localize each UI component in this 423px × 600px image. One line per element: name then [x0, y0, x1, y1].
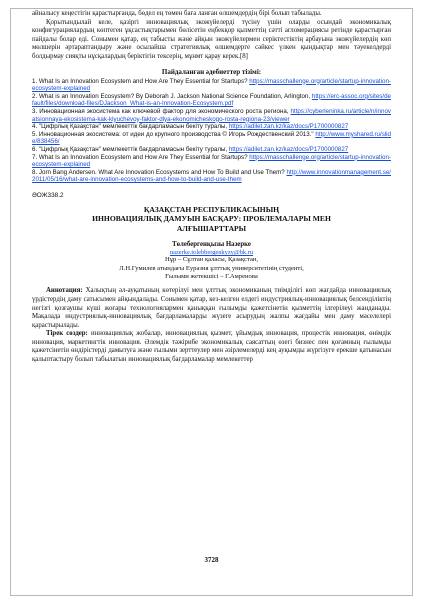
affiliation-line: Нұр – Сұлтан қаласы, Қазақстан, [164, 256, 259, 264]
author-email-link[interactable]: nazerke.tolebbergenkyzy@bk.ru [169, 249, 254, 257]
reference-link[interactable]: http://www.myshared.ru/slide/838456/ [32, 130, 391, 146]
references-title: Пайдаланған әдебиеттер тізімі: [161, 67, 262, 76]
reference-item: 6. "Цифрлық Қазақстан" мемлекеттік бағдарламасын бекіту туралы, https://adilet.zan.kz/kaz/docs/P1700000827 [32, 145, 349, 153]
reference-item: 2. What is an Innovation Ecosystem? By Deborah J. Jackson National Science Foundation, Arlington, https://erc-assoc.org/sites/default/files/download-files/DJackson_What-is-an-Innovation-Ecosystem.pdf [32, 92, 391, 108]
intro-paragraph-1: айналысу кеңестігін қарастырғанда, бөдел ең төмен баға ланған өлшемдердің бірі болып табылады. [32, 10, 322, 17]
abstract-label: Аннотация: [46, 287, 83, 295]
affiliation-line: Л.Н.Гумилев атындағы Еуразия ұлттық университетінің студенті, [119, 264, 304, 272]
page-number: 3728 [204, 556, 219, 564]
udc-code: ӘОЖ338.2 [32, 191, 64, 199]
reference-link[interactable]: https://masschallenge.org/article/startup-innovation-ecosystem-explained [32, 153, 391, 169]
reference-link[interactable]: https://erc-assoc.org/sites/default/files/download-files/DJackson_What-is-an-Innovation-Ecosystem.pdf [32, 92, 391, 108]
intro-paragraph-2: Қорытындылай келе, қазіргі инновациялық экожүйелерді түсіну үшін оларды осындай экономикалық конфигурациялардың көптеген ұқсастықтарымен бөлісетін еңбекқор қызметтің сәтті агломерациясы ретінде қарастырған пайдалы болар еді. Сонымен қатар, ең табысты және айқын экожүйелермен серіктестіктің арбауына экожүйелердің көп мөлшерін әртараптандыру және осылайша стратегиялық өлшемдерге сәйкес үлкен қындықтар мен тәуекелдерді болдырмау сияқты нұсқалардың беріктігін тексерің, мұнмт қарау керек.[8] [32, 18, 391, 60]
reference-link[interactable]: https://adilet.zan.kz/kaz/docs/P1700000827 [228, 145, 349, 153]
reference-item: 5. Инновационная экосистема: от идеи до крупного производства © Игорь Рождественский 2013." http://www.myshared.ru/slide/838456/ [32, 130, 391, 146]
reference-item: 3. Инновационная экосистема как ключевой фактор для экономического роста региона, https://cyberleninka.ru/article/n/innovatsionnaya-ekosistema-kak-klyuchevoy-faktor-dlya-ekonomicheskogo-rosta-regiona-23/viewer [32, 107, 391, 123]
references-list [32, 78, 391, 184]
reference-link[interactable]: https://cyberleninka.ru/article/n/innovatsionnaya-ekosistema-kak-klyuchevoy-faktor-dlya-ekonomicheskogo-rosta-regiona-23/viewer [32, 107, 391, 123]
page-content [12, 4, 411, 365]
title-line: ҚАЗАҚСТАН РЕСПУБЛИКАСЫНЫҢ [143, 204, 280, 214]
reference-item: 4. "Цифрлық Қазақстан" мемлекеттік бағдарламасын бекіту туралы, https://adilet.zan.kz/kaz/docs/P1700000827 [32, 123, 349, 131]
reference-link[interactable]: https://adilet.zan.kz/kaz/docs/P1700000827 [228, 123, 349, 131]
affiliation [32, 256, 391, 281]
reference-item: 1. What Is an Innovation Ecosystem and How Are They Essential for Startups? https://masschallenge.org/article/startup-innovation-ecosystem-explained [32, 77, 391, 93]
affiliation-line: Ғылыми жетекшісі – Г.Амренова [165, 272, 258, 280]
abstract [32, 287, 391, 330]
keywords-text: инновациялық жобалар, инновациялық қызмет, ұйымдық инновация, процестік инновация, өнімдік инновация, маркетингтік инновация. Әлемдік тәжірибе экономикалық саясаттың өзегі бизнес пен қоғамның ғылымды қажетсінетін өндірістерді дамытуға және ғылыми зерттеулер мен әзірлемелерді кең ауқымды жүргізуге ерекше қатынасын қалыптастыру болып табылатын инновациялық бағдарламалар мемлекеттер [32, 330, 392, 364]
article-title [32, 205, 391, 233]
keywords [32, 330, 391, 364]
abstract-text: Халықтың әл-ауқатының көтерілуі мен ұлттық экономиканың тиімділігі көп жағдайда инновациялық үрдістердің даму сатысымен айқындалады. Сонымен қатар, кез-келген елдегі индустриялық-инновациялық белсенділіктің негізгі қозғаушы күші жоғары технологиялармен қаныққан ғылымды қажетсінетін қызметтің ілгерілеуі жанданады. Мақалада индустриялық-инновациялық бағдарламаларды жүзеге асырудың жалпы жағдайы мен даму мәселелері қарастырылады. [32, 287, 391, 329]
reference-link[interactable]: http://www.innovationmanagement.se/2011/05/16/what-are-innovation-ecosystems-and-how-to-build-and-use-them [32, 168, 391, 184]
reference-item: 8. Jorn Bang Andersen. What Are Innovation Ecosystems and How To Build and Use Them? http://www.innovationmanagement.se/2011/05/16/what-are-innovation-ecosystems-and-how-to-build-and-use-them [32, 168, 391, 184]
author-name: Төлебергенқызы Назерке [172, 241, 251, 249]
title-line: АЛҒЫШАРТТАРЫ [176, 223, 247, 233]
keywords-label: Тірек сөздер: [46, 330, 88, 338]
reference-link[interactable]: https://masschallenge.org/article/startup-innovation-ecosystem-explained [32, 77, 391, 93]
reference-item: 7. What Is an Innovation Ecosystem and How Are They Essential for Startups? https://masschallenge.org/article/startup-innovation-ecosystem-explained [32, 153, 391, 169]
title-line: ИННОВАЦИЯЛЫҚ ДАМУЫН БАСҚАРУ: ПРОБЛЕМАЛАРЫ МЕН [92, 214, 331, 224]
